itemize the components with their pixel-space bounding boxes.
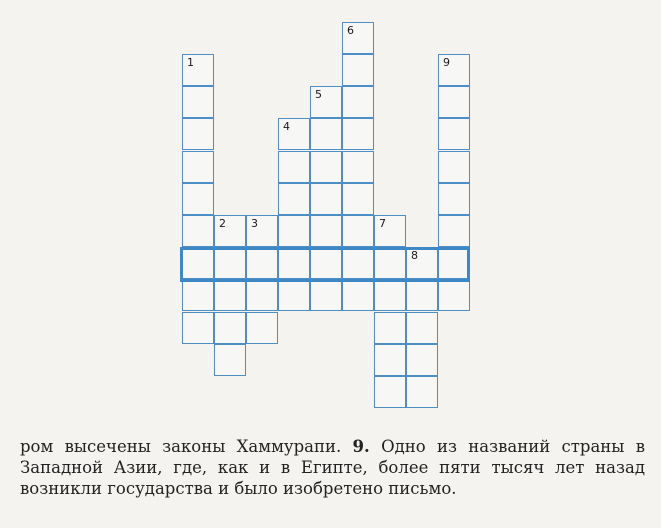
crossword-cell[interactable] [214, 247, 246, 279]
crossword-cell[interactable] [374, 312, 406, 344]
crossword-cell[interactable] [438, 183, 470, 215]
crossword-cell[interactable] [182, 312, 214, 344]
crossword-cell[interactable] [246, 247, 278, 279]
crossword-cell[interactable] [214, 312, 246, 344]
clue-text [20, 436, 645, 499]
clue-number-label: 1 [187, 56, 194, 69]
crossword-cell[interactable] [182, 215, 214, 247]
crossword-cell[interactable] [214, 279, 246, 311]
crossword-cell[interactable] [278, 151, 310, 183]
crossword-cell[interactable] [278, 279, 310, 311]
crossword-cell[interactable] [246, 279, 278, 311]
crossword-cell[interactable] [182, 86, 214, 118]
crossword-cell[interactable] [374, 344, 406, 376]
crossword-cell[interactable] [438, 86, 470, 118]
crossword-cell[interactable] [342, 22, 374, 54]
crossword-cell[interactable] [182, 118, 214, 150]
crossword-cell[interactable] [246, 312, 278, 344]
crossword-cell[interactable] [406, 247, 438, 279]
crossword-cell[interactable] [406, 376, 438, 408]
crossword-cell[interactable] [182, 54, 214, 86]
crossword-cell[interactable] [374, 247, 406, 279]
crossword-cell[interactable] [438, 151, 470, 183]
crossword-cell[interactable] [214, 344, 246, 376]
clue-text-part1: ром высечены законы Хаммурапи. [20, 437, 342, 456]
clue-number-label: 8 [411, 249, 418, 263]
crossword-cell[interactable] [406, 312, 438, 344]
crossword-cell[interactable] [342, 54, 374, 86]
clue-number-label: 2 [219, 217, 226, 230]
crossword-cell[interactable] [438, 247, 470, 279]
crossword-cell[interactable] [342, 183, 374, 215]
crossword-cell[interactable] [310, 118, 342, 150]
clue-text-part2: Одно из названий страны в Западной Азии, где, как и в Египте, более пяти тысяч лет назад возникли государства и было изобретено письмо. [20, 437, 645, 498]
crossword-cell[interactable] [278, 118, 310, 150]
crossword-cell[interactable] [182, 183, 214, 215]
crossword-cell[interactable] [278, 247, 310, 279]
crossword-cell[interactable] [342, 118, 374, 150]
clue-number-label: 9 [443, 56, 450, 69]
crossword-cell[interactable] [342, 151, 374, 183]
crossword-cell[interactable] [374, 215, 406, 247]
crossword-cell[interactable] [278, 183, 310, 215]
crossword-cell[interactable] [438, 215, 470, 247]
crossword-cell[interactable] [278, 215, 310, 247]
crossword-cell[interactable] [342, 279, 374, 311]
crossword-cell[interactable] [214, 215, 246, 247]
crossword-cell[interactable] [342, 86, 374, 118]
crossword-cell[interactable] [374, 376, 406, 408]
clue-number-label: 5 [315, 88, 322, 102]
crossword-cell[interactable] [310, 151, 342, 183]
crossword-cell[interactable] [342, 247, 374, 279]
crossword-cell[interactable] [182, 247, 214, 279]
crossword-cell[interactable] [438, 118, 470, 150]
clue-number: 9. [352, 437, 370, 456]
crossword-cell[interactable] [182, 279, 214, 311]
clue-number-label: 7 [379, 217, 386, 230]
crossword-cell[interactable] [246, 215, 278, 247]
clue-number-label: 3 [251, 217, 258, 230]
crossword-cell[interactable] [310, 247, 342, 279]
crossword-cell[interactable] [342, 215, 374, 247]
crossword-cell[interactable] [310, 86, 342, 118]
clue-number-label: 6 [347, 23, 354, 37]
crossword-cell[interactable] [182, 151, 214, 183]
crossword-cell[interactable] [310, 279, 342, 311]
crossword-cell[interactable] [406, 279, 438, 311]
crossword-cell[interactable] [310, 215, 342, 247]
crossword-cell[interactable] [406, 344, 438, 376]
crossword-cell[interactable] [438, 279, 470, 311]
clue-number-label: 4 [283, 120, 290, 134]
crossword-cell[interactable] [374, 279, 406, 311]
crossword-cell[interactable] [310, 183, 342, 215]
crossword-cell[interactable] [438, 54, 470, 86]
